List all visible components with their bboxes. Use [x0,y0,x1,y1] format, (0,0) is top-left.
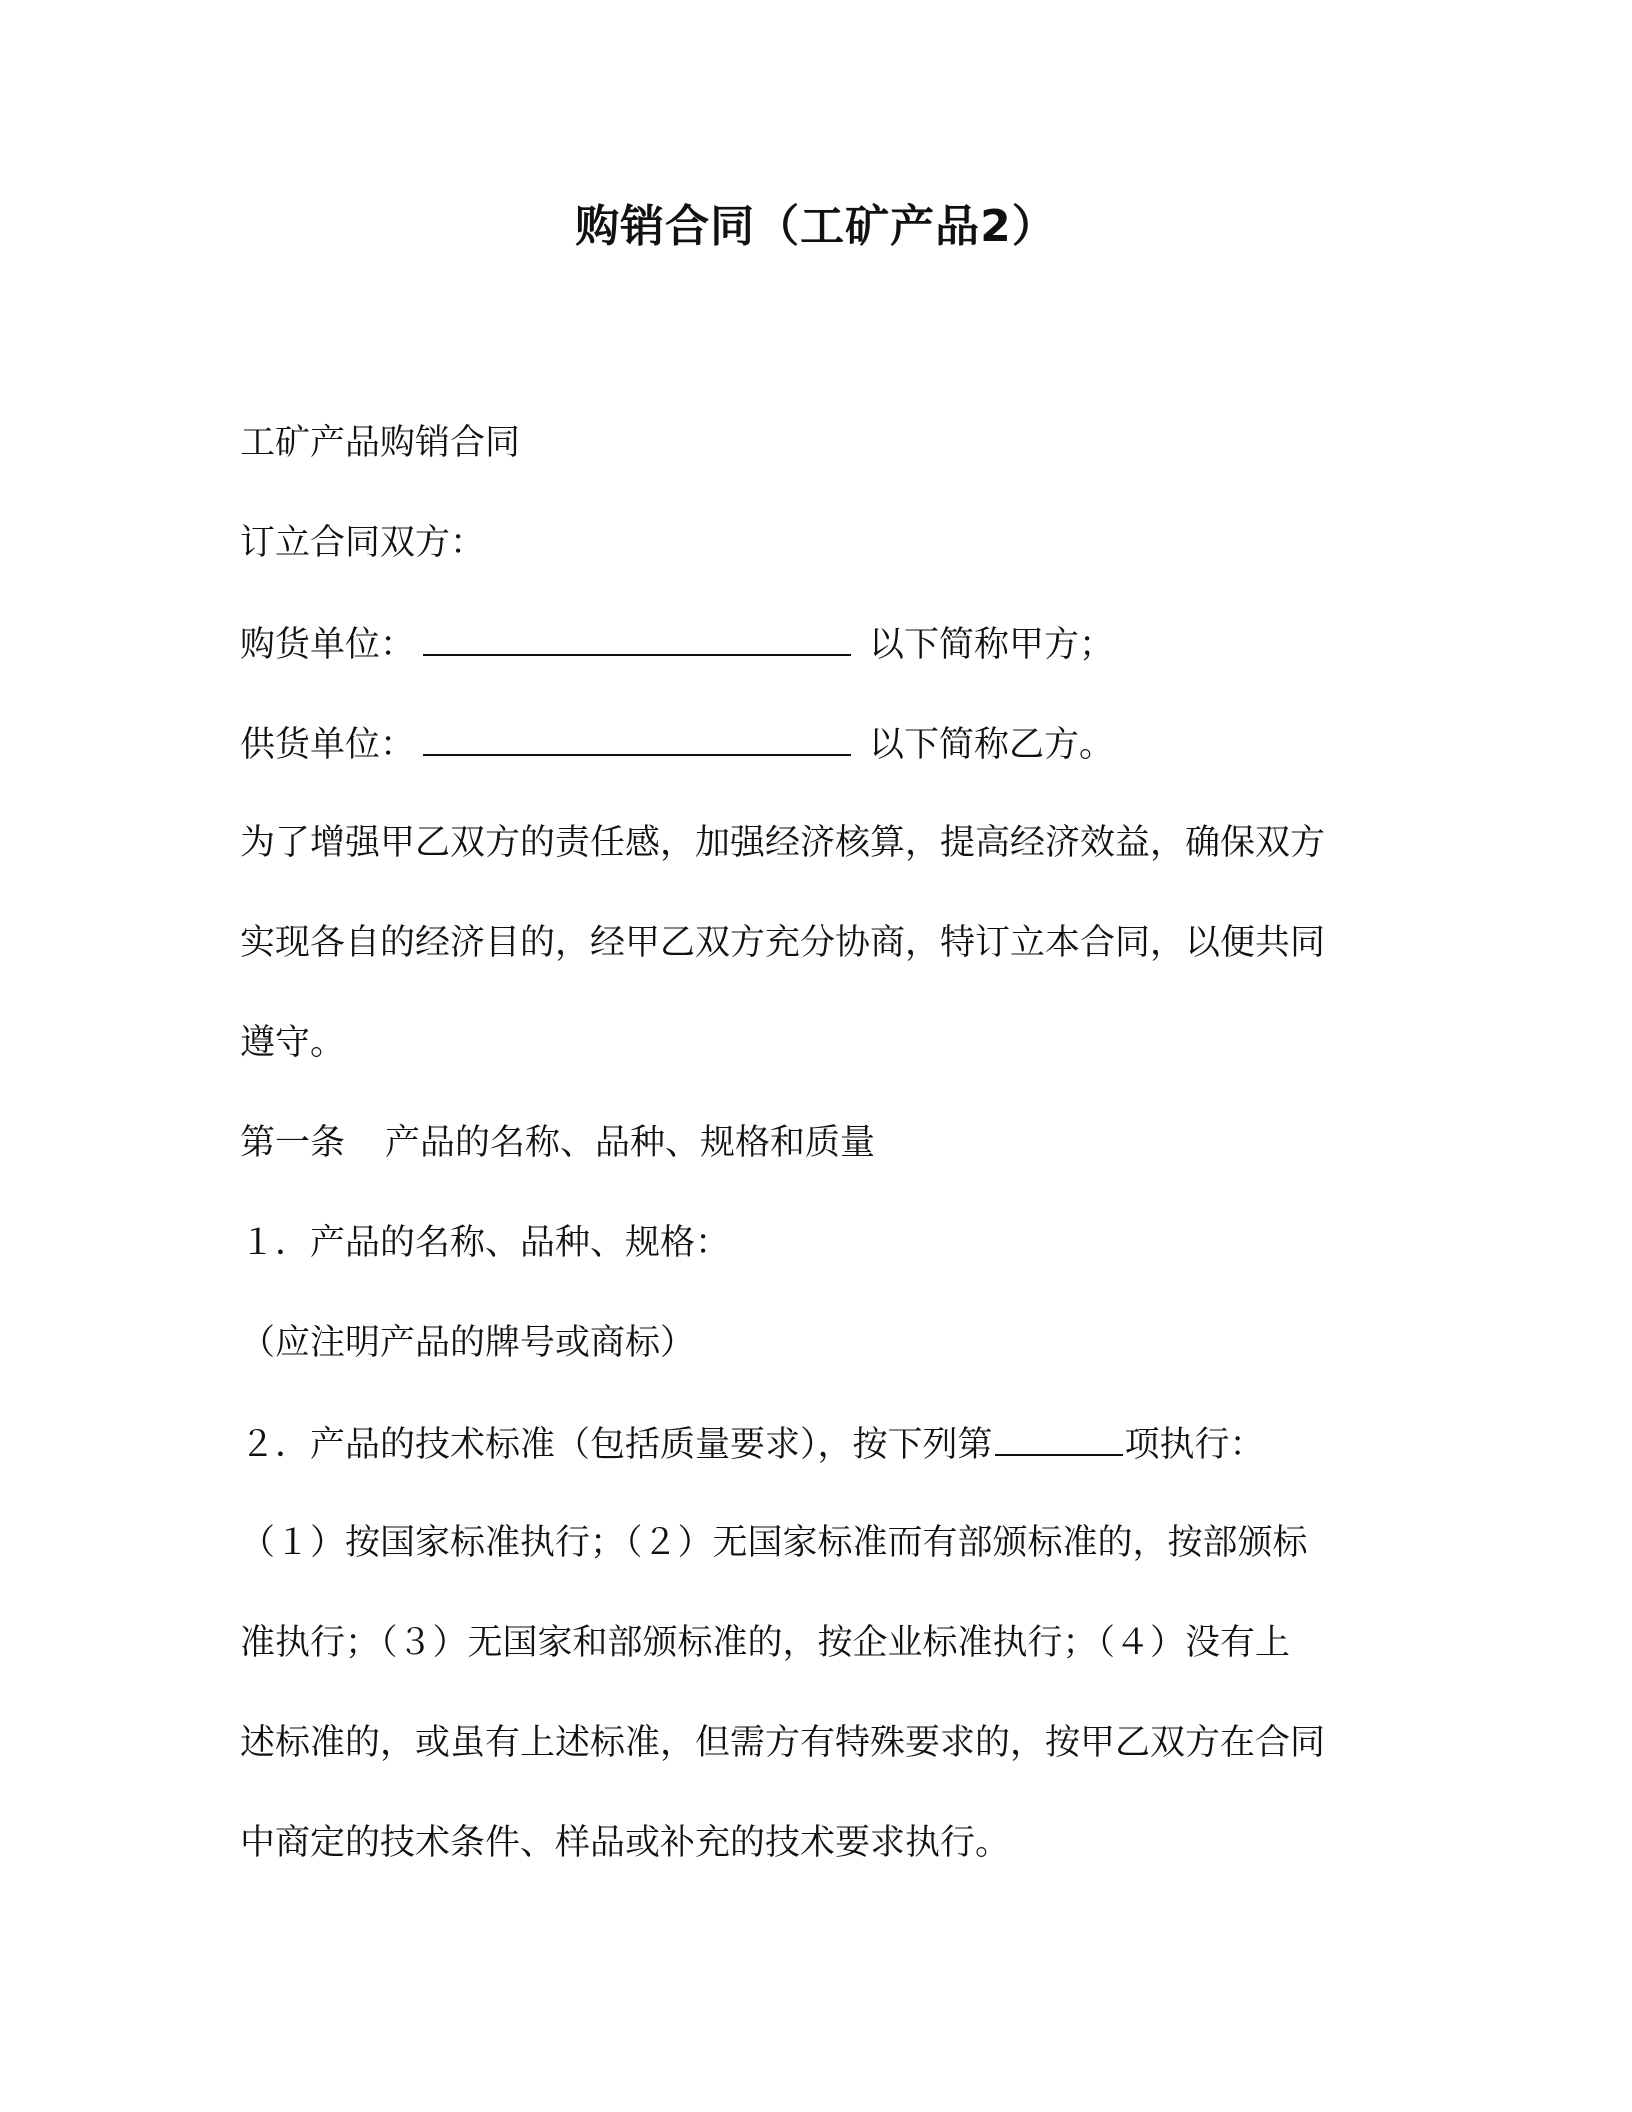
item2-before: ２．产品的技术标准（包括质量要求），按下列第 [240,1425,993,1465]
standards-line-3: 述标准的，或虽有上述标准，但需方有特殊要求的，按甲乙双方在合同 [240,1723,1326,1763]
supplier-blank-field[interactable] [423,718,851,756]
item2-line [240,1418,1390,1470]
buyer-suffix: 以下简称甲方； [869,625,1115,665]
supplier-suffix: 以下简称乙方。 [869,725,1115,765]
item2-blank-field[interactable] [995,1418,1123,1456]
standards-line-4: 中商定的技术条件、样品或补充的技术要求执行。 [240,1823,1011,1863]
purpose-line-1: 为了增强甲乙双方的责任感，加强经济核算，提高经济效益，确保双方 [240,823,1326,863]
item1-note: （应注明产品的牌号或商标） [240,1323,696,1363]
buyer-blank-field[interactable] [423,618,851,656]
article1-heading [240,1118,1390,1168]
item2-after: 项执行： [1124,1425,1265,1465]
article1-number: 第一条 [240,1123,346,1163]
item1-line: １．产品的名称、品种、规格： [240,1223,731,1263]
parties-intro: 订立合同双方： [240,523,486,563]
buyer-line [240,618,1390,670]
buyer-label: 购货单位： [240,625,416,665]
supplier-line [240,718,1390,770]
standards-line-1: （１）按国家标准执行；（２）无国家标准而有部颁标准的，按部颁标 [240,1523,1308,1563]
purpose-line-3: 遵守。 [240,1023,346,1063]
purpose-line-2: 实现各自的经济目的，经甲乙双方充分协商，特订立本合同，以便共同 [240,923,1326,963]
standards-line-2: 准执行；（３）无国家和部颁标准的，按企业标准执行；（４）没有上 [240,1623,1291,1663]
supplier-label: 供货单位： [240,725,416,765]
document-title: 购销合同（工矿产品2） [575,201,1057,252]
article1-title: 产品的名称、品种、规格和质量 [385,1123,876,1163]
contract-heading: 工矿产品购销合同 [240,423,521,463]
